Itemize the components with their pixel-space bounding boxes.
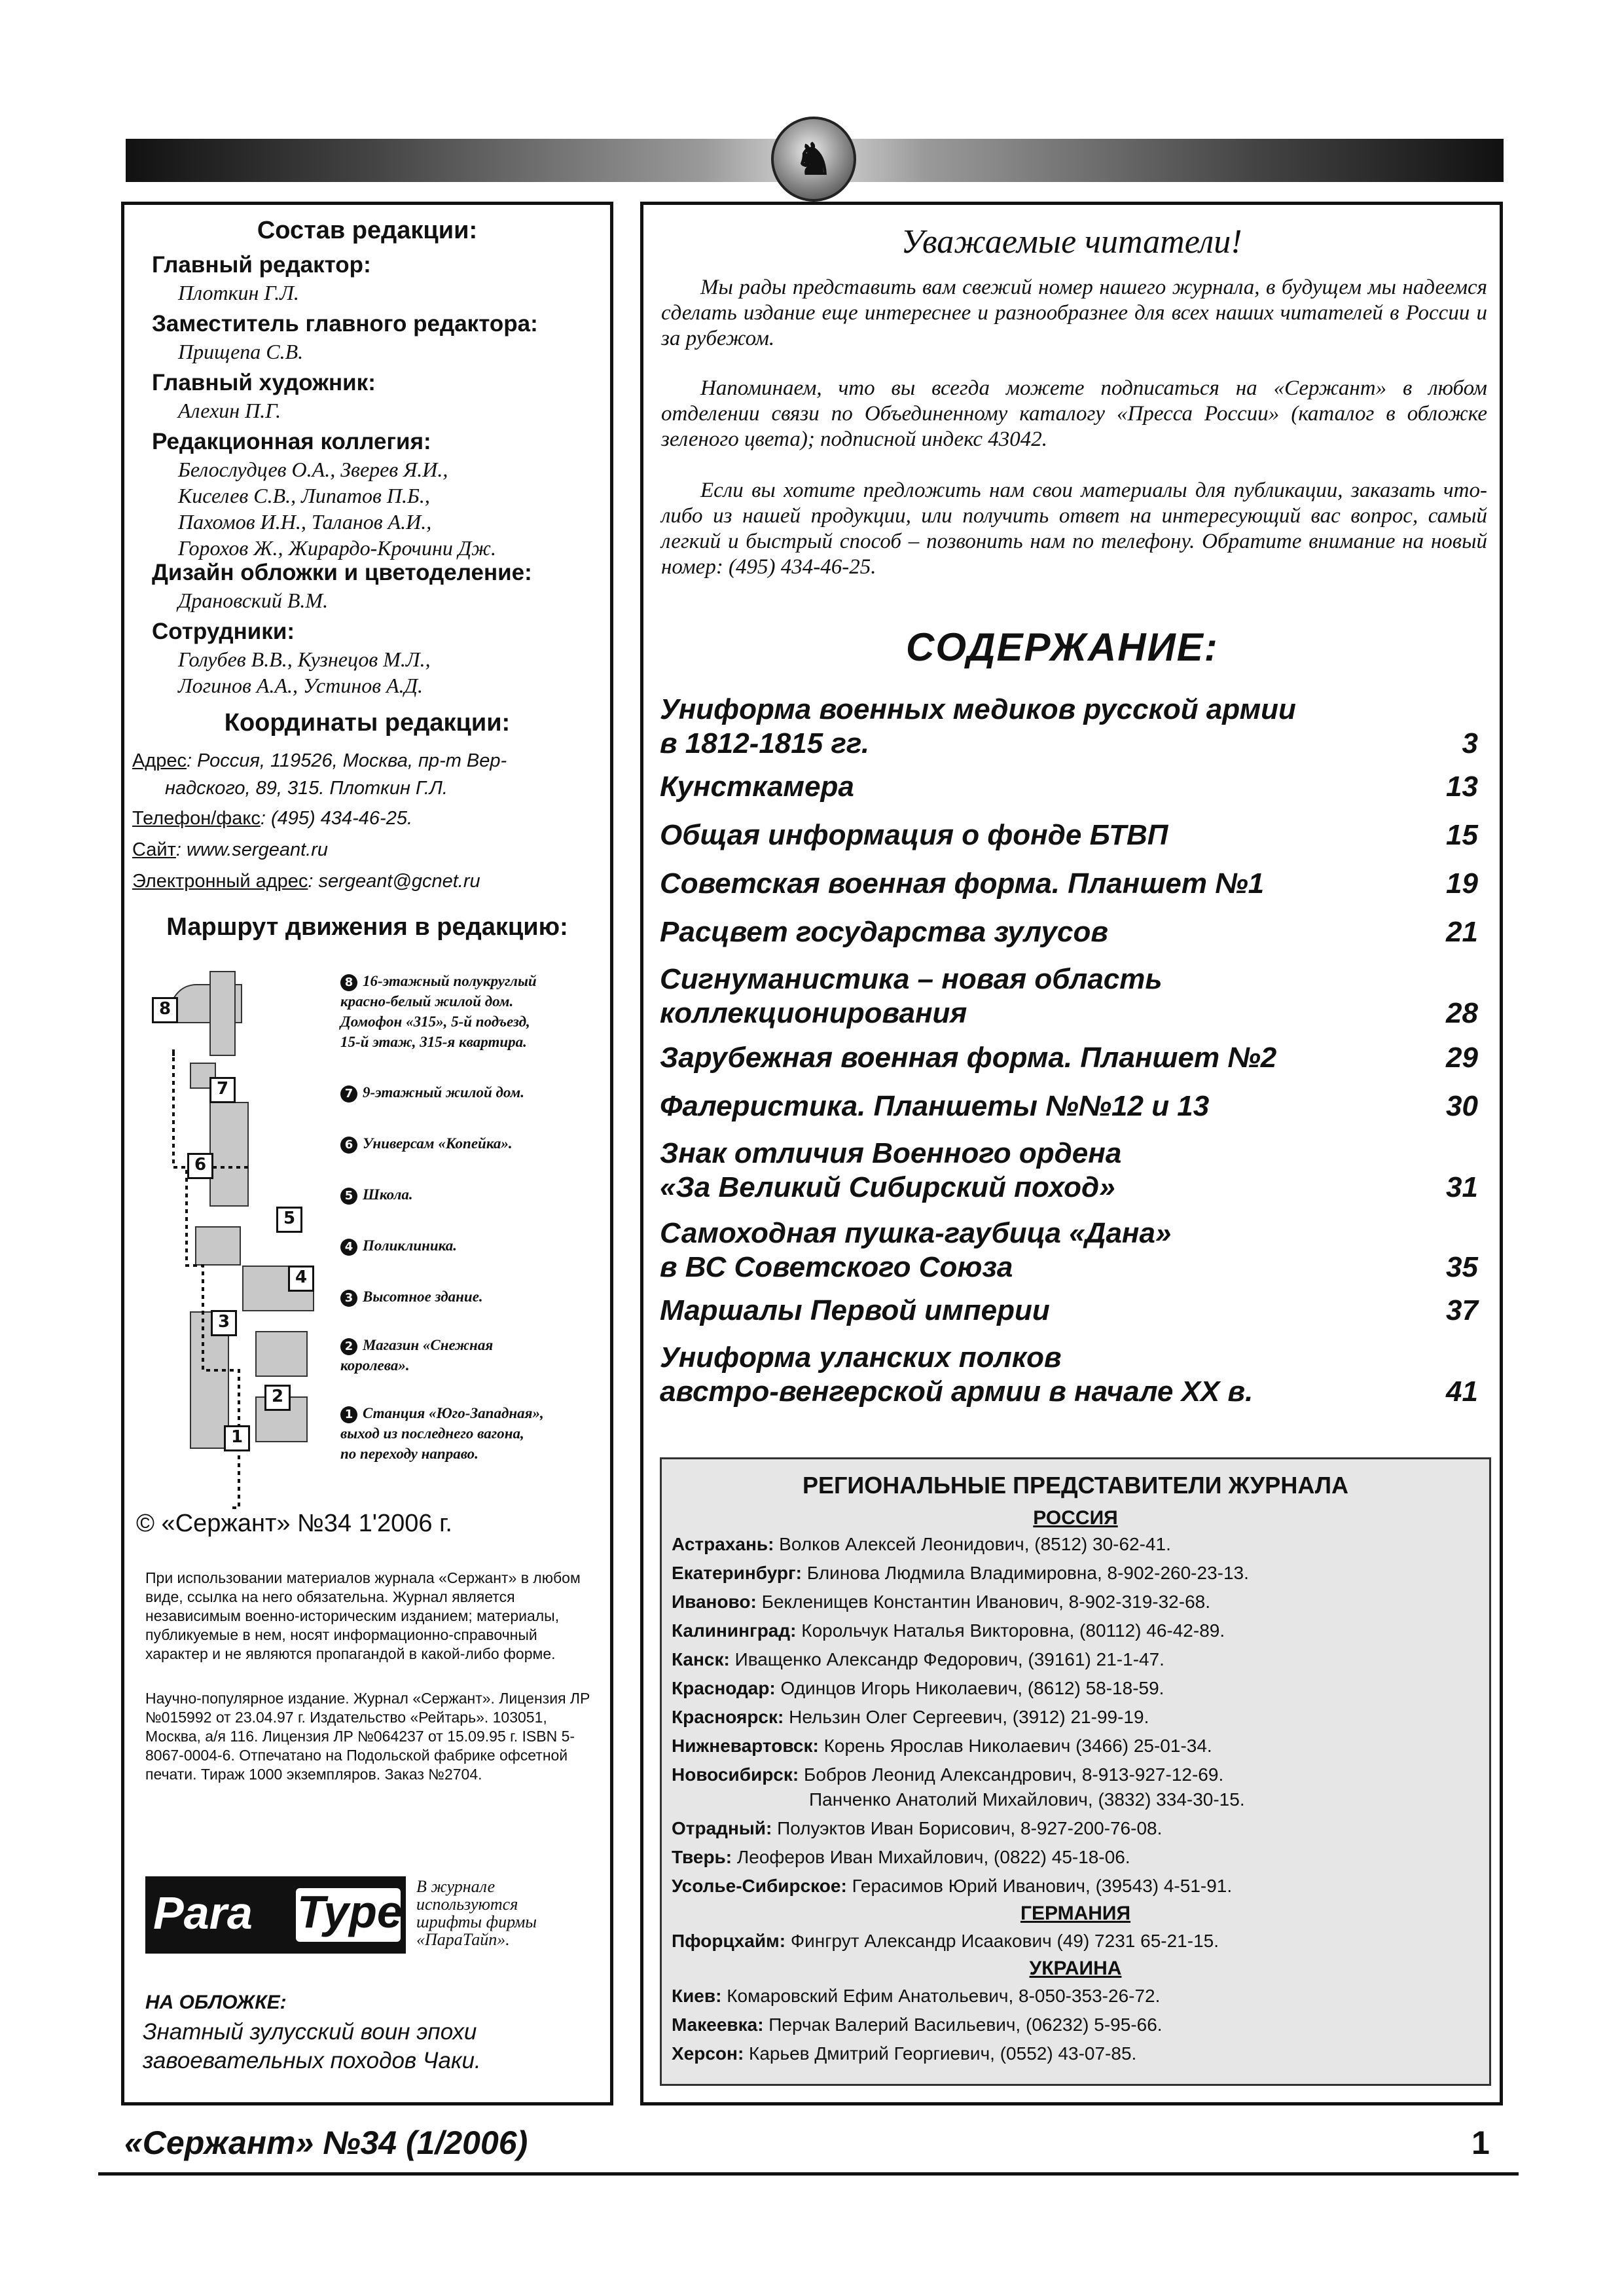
rep-city: Екатеринбург: (672, 1563, 802, 1583)
greeting-paragraph-3: Если вы хотите предложить нам свои материалы для публикации, заказать что-либо из нашей продукции, или получить ответ на интересующий вас вопрос, самый легкий и быстрый способ – позвонить нам по телефону. Обратите внимание на новый номер: (495) 434-46-25. (661, 479, 1487, 579)
marker-6: 6 (187, 1153, 213, 1179)
route-text: Магазин «Снежная королева». (340, 1337, 494, 1374)
board-names: Белослудцев О.А., Зверев Я.И., Киселев С.В., Липатов П.Б., Пахомов И.Н., Таланов А.И., Горохов Ж., Жирардо-Крочини Дж. (178, 458, 496, 560)
route-item-7 (340, 1082, 524, 1102)
address-value: : Россия, 119526, Москва, пр-т Вер- (187, 750, 507, 771)
toc-page: 41 (1446, 1376, 1478, 1408)
toc-item[interactable] (660, 1216, 1478, 1285)
greeting-title: Уважаемые читатели! (901, 223, 1242, 261)
footer-rule (98, 2172, 1519, 2176)
route-bullet: 1 (340, 1406, 357, 1423)
rep-city: Иваново: (672, 1592, 757, 1612)
paratype-logo (145, 1876, 406, 1954)
toc-page: 15 (1446, 819, 1478, 851)
route-text: Школа. (363, 1186, 413, 1203)
phone-label: Телефон/факс (132, 808, 261, 829)
toc-title[interactable]: Общая информация о фонде БТВП (660, 819, 1168, 851)
address-label: Адрес (132, 750, 187, 771)
rep-info: Фингрут Александр Исаакович (49) 7231 65-21-15. (785, 1931, 1219, 1951)
rep-info: Бобров Леонид Александрович, 8-913-927-12-69. (799, 1764, 1224, 1785)
country-germany: ГЕРМАНИЯ (1020, 1903, 1131, 1924)
phone-value: : (495) 434-46-25. (260, 808, 413, 829)
rep-row (672, 1789, 1245, 1811)
route-bullet: 5 (340, 1188, 357, 1205)
toc-item[interactable] (660, 962, 1478, 1030)
deputy-names: Прищепа С.В. (178, 340, 304, 363)
toc-title[interactable]: Зарубежная военная форма. Планшет №2 (660, 1042, 1277, 1074)
site-label: Сайт (132, 839, 176, 860)
route-bullet: 7 (340, 1085, 357, 1102)
toc-title[interactable]: Самоходная пушка-гаубица «Дана» в ВС Советского Союза (660, 1217, 1172, 1283)
marker-2: 2 (264, 1385, 291, 1411)
rep-info: Панченко Анатолий Михайлович, (3832) 334-30-15. (672, 1789, 1245, 1810)
paratype-note: В журнале используются шрифты фирмы «ПараТайп». (416, 1877, 537, 1949)
rep-city: Киев: (672, 1986, 722, 2006)
route-item-2 (340, 1335, 493, 1376)
toc-page: 35 (1446, 1251, 1478, 1283)
route-bullet: 2 (340, 1338, 357, 1355)
route-bullet: 8 (340, 974, 357, 991)
toc-page: 13 (1446, 771, 1478, 803)
toc-title[interactable]: Советская военная форма. Планшет №1 (660, 867, 1265, 900)
footer-title: «Сержант» №34 (1/2006) (124, 2124, 528, 2161)
rep-info: Иващенко Александр Федорович, (39161) 21-1-47. (729, 1649, 1164, 1669)
rep-row (672, 1846, 1130, 1868)
rep-row (672, 2043, 1136, 2065)
toc-item[interactable] (660, 1041, 1478, 1075)
toc-title[interactable]: Кунсткамера (660, 771, 854, 803)
regional-title: РЕГИОНАЛЬНЫЕ ПРЕДСТАВИТЕЛИ ЖУРНАЛА (802, 1472, 1349, 1499)
rep-row (672, 1930, 1219, 1952)
marker-1: 1 (224, 1425, 250, 1451)
rep-city: Краснодар: (672, 1678, 776, 1698)
usage-notice: При использовании материалов журнала «Сержант» в любом виде, ссылка на него обязательна. Журнал является независимым военно-историческим изданием; материалы, публикуемые в нем, носят информационно-справочный характер и не являются пропагандой в какой-либо форме. (145, 1569, 581, 1662)
route-bullet: 4 (340, 1239, 357, 1256)
route-item-4 (340, 1235, 457, 1256)
route-text: Универсам «Копейка». (363, 1135, 513, 1152)
rep-info: Одинцов Игорь Николаевич, (8612) 58-18-59. (775, 1678, 1164, 1698)
marker-3: 3 (211, 1310, 237, 1336)
design-role: Дизайн обложки и цветоделение: (152, 560, 532, 585)
rep-city: Калининград: (672, 1620, 797, 1641)
artist-names: Алехин П.Г. (178, 399, 281, 422)
route-text: Поликлиника. (363, 1237, 458, 1254)
toc-page: 30 (1446, 1090, 1478, 1122)
rep-info: Корольчук Наталья Викторовна, (80112) 46-42-89. (796, 1620, 1225, 1641)
rep-row (672, 1706, 1149, 1728)
rep-info: Перчак Валерий Васильевич, (06232) 5-95-66. (763, 2014, 1163, 2035)
coordinates-title: Координаты редакции: (224, 709, 511, 737)
design-names: Драновский В.М. (178, 589, 329, 612)
rep-row (672, 1735, 1212, 1757)
cover-text: Знатный зулусский воин эпохи завоевательных походов Чаки. (143, 2019, 481, 2073)
rep-row (672, 1649, 1164, 1671)
rep-row (672, 1562, 1249, 1584)
country-russia: РОССИЯ (1033, 1507, 1118, 1529)
route-title: Маршрут движения в редакцию: (166, 913, 568, 941)
toc-title[interactable]: Расцвет государства зулусов (660, 916, 1108, 948)
toc-item[interactable] (660, 1089, 1478, 1123)
rep-info: Корень Ярослав Николаевич (3466) 25-01-34. (818, 1736, 1212, 1756)
artist-role: Главный художник: (152, 370, 376, 395)
rep-city: Макеевка: (672, 2014, 764, 2035)
site-value[interactable]: : www.sergeant.ru (175, 839, 328, 860)
toc-item[interactable] (660, 867, 1478, 901)
toc-page: 19 (1446, 867, 1478, 900)
rep-city: Нижневартовск: (672, 1736, 819, 1756)
staff-role: Сотрудники: (152, 619, 295, 644)
toc-item[interactable] (660, 1294, 1478, 1328)
cover-label: НА ОБЛОЖКЕ: (145, 1992, 287, 2013)
rep-city: Пфорцхайм: (672, 1931, 786, 1951)
contents-title: СОДЕРЖАНИЕ: (906, 625, 1219, 669)
toc-page: 37 (1446, 1294, 1478, 1326)
rep-row (672, 1533, 1171, 1556)
address-value-2: надского, 89, 315. Плоткин Г.Л. (165, 778, 448, 799)
toc-item[interactable] (660, 1341, 1478, 1409)
route-bullet: 3 (340, 1290, 357, 1307)
left-column (121, 202, 613, 2105)
route-text: Станция «Юго-Западная», выход из последнего вагона, по переходу направо. (340, 1405, 544, 1462)
toc-item[interactable] (660, 818, 1478, 852)
email-value[interactable]: : sergeant@gcnet.ru (308, 871, 480, 892)
rep-city: Красноярск: (672, 1707, 784, 1727)
greeting-paragraph-1: Мы рады представить вам свежий номер нашего журнала, в будущем мы надеемся сделать издание еще интереснее и разнообразнее для всех наших читателей в России и за рубежом. (661, 276, 1487, 350)
toc-title[interactable]: Маршалы Первой империи (660, 1294, 1050, 1326)
staff-names: Голубев В.В., Кузнецов М.Л., Логинов А.А., Устинов А.Д. (178, 647, 431, 697)
toc-title[interactable]: Униформа уланских полков австро-венгерской армии в начале XX в. (660, 1341, 1254, 1408)
toc-page: 31 (1446, 1171, 1478, 1203)
toc-item[interactable] (660, 915, 1478, 949)
marker-5: 5 (276, 1207, 302, 1233)
editorial-title: Состав редакции: (257, 217, 478, 244)
marker-7: 7 (209, 1077, 236, 1103)
rep-row (672, 1764, 1223, 1786)
rep-info: Полуэктов Иван Борисович, 8-927-200-76-08. (772, 1818, 1163, 1838)
paratype-type-box (296, 1888, 401, 1942)
rep-row (672, 1875, 1232, 1897)
route-item-1 (340, 1403, 544, 1464)
rep-info: Герасимов Юрий Иванович, (39543) 4-51-91. (846, 1876, 1233, 1896)
rep-city: Астрахань: (672, 1534, 774, 1554)
rep-row (672, 1817, 1162, 1840)
rep-info: Леоферов Иван Михайлович, (0822) 45-18-06. (732, 1847, 1130, 1867)
route-item-8 (340, 971, 537, 1052)
deputy-role: Заместитель главного редактора: (152, 311, 538, 337)
paratype-type: Type (297, 1886, 403, 1937)
marker-8: 8 (152, 997, 178, 1023)
page-number: 1 (1471, 2124, 1490, 2161)
route-text: 9-этажный жилой дом. (363, 1084, 525, 1101)
copyright: © «Сержант» №34 1'2006 г. (136, 1510, 452, 1537)
route-text: Высотное здание. (363, 1288, 483, 1305)
rep-row (672, 2014, 1163, 2036)
toc-item[interactable] (660, 1137, 1478, 1205)
rep-city: Новосибирск: (672, 1764, 799, 1785)
greeting-paragraph-2: Напоминаем, что вы всегда можете подписаться на «Сержант» в любом отделении связи по Объединенному каталогу «Пресса России» (каталог в обложке зеленого цвета); подписной индекс 43042. (661, 376, 1487, 451)
toc-item[interactable] (660, 693, 1478, 761)
rep-row (672, 1591, 1210, 1613)
toc-page: 28 (1446, 997, 1478, 1029)
paratype-para: Para (153, 1887, 253, 1939)
route-bullet: 6 (340, 1137, 357, 1154)
rep-info: Бекленищев Константин Иванович, 8-902-319-32-68. (756, 1592, 1211, 1612)
route-item-5 (340, 1184, 413, 1205)
rep-row (672, 1620, 1225, 1642)
rep-city: Усолье-Сибирское: (672, 1876, 847, 1896)
toc-item[interactable] (660, 770, 1478, 804)
toc-title[interactable]: Униформа военных медиков русской армии в 1812-1815 гг. (660, 693, 1296, 759)
toc-page: 29 (1446, 1042, 1478, 1074)
marker-4: 4 (288, 1266, 314, 1292)
toc-page: 3 (1462, 727, 1478, 759)
rep-city: Канск: (672, 1649, 730, 1669)
rep-info: Комаровский Ефим Анатольевич, 8-050-353-26-72. (721, 1986, 1161, 2006)
route-item-3 (340, 1286, 483, 1307)
rep-row (672, 1677, 1164, 1700)
country-ukraine: УКРАИНА (1029, 1958, 1122, 1979)
chief-role: Главный редактор: (152, 252, 371, 278)
rep-city: Тверь: (672, 1847, 732, 1867)
rep-info: Нельзин Олег Сергеевич, (3912) 21-99-19. (784, 1707, 1149, 1727)
rep-city: Отрадный: (672, 1818, 772, 1838)
rep-info: Блинова Людмила Владимировна, 8-902-260-23-13. (802, 1563, 1249, 1583)
route-text: 16-этажный полукруглый красно-белый жилой дом. Домофон «315», 5-й подъезд, 15-й этаж, 315-я квартира. (340, 973, 537, 1050)
chief-names: Плоткин Г.Л. (178, 281, 299, 304)
toc-title[interactable]: Сигнуманистика – новая область коллекционирования (660, 963, 1163, 1029)
license-info: Научно-популярное издание. Журнал «Сержант». Лицензия ЛР №015992 от 23.04.97 г. Издательство «Рейтарь». 103051, Москва, а/я 116. Лицензия ЛР №064237 от 15.09.95 г. ISBN 5-8067-0004-6. Отпечатано на Подольской фабрике офсетной печати. Тираж 1000 экземпляров. Заказ №2704. (145, 1690, 590, 1783)
email-label: Электронный адрес (132, 871, 308, 892)
board-role: Редакционная коллегия: (152, 429, 431, 454)
rep-row (672, 1985, 1160, 2007)
toc-title[interactable]: Знак отличия Военного ордена «За Великий Сибирский поход» (660, 1137, 1122, 1203)
rep-info: Карьев Дмитрий Георгиевич, (0552) 43-07-85. (744, 2043, 1137, 2064)
rep-info: Волков Алексей Леонидович, (8512) 30-62-41. (774, 1534, 1171, 1554)
rep-city: Херсон: (672, 2043, 744, 2064)
toc-page: 21 (1446, 916, 1478, 948)
toc-title[interactable]: Фалеристика. Планшеты №№12 и 13 (660, 1090, 1210, 1122)
route-item-6 (340, 1133, 513, 1154)
magazine-emblem-icon: ♞ (771, 117, 856, 202)
